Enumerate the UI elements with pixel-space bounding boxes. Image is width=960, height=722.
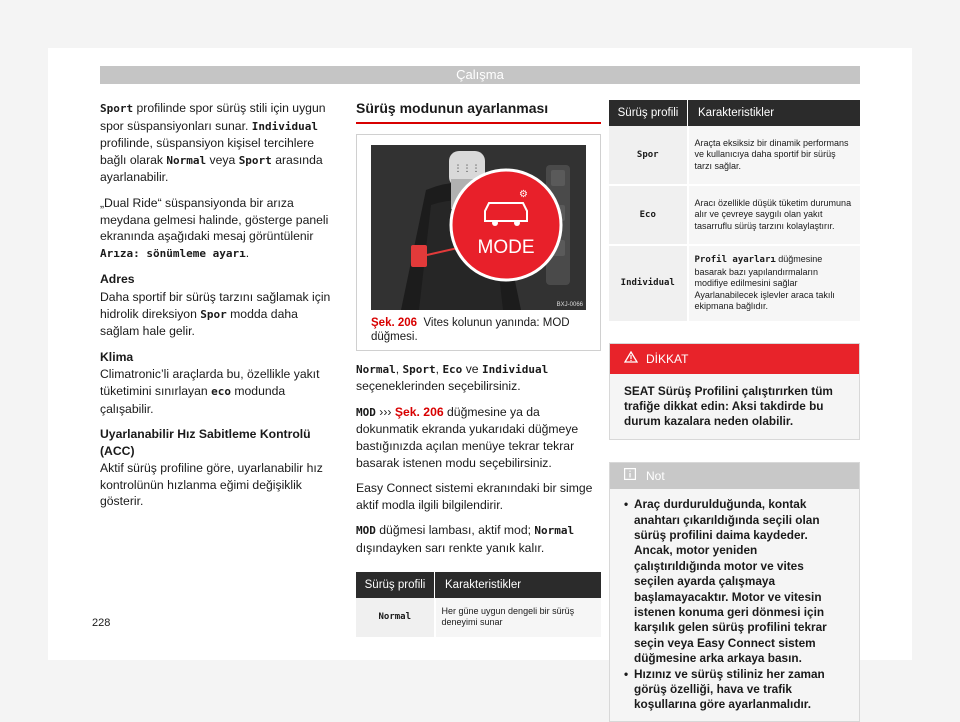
- klima-heading: Klima: [100, 349, 134, 364]
- profile-table-normal: [356, 572, 601, 637]
- page-number: 228: [92, 617, 111, 629]
- left-column: [100, 100, 340, 519]
- table-header-characteristics: Karakteristikler: [435, 572, 602, 598]
- acc-heading: Uyarlanabilir Hız Sabitleme Kontrolü (ACC): [100, 427, 311, 458]
- warning-text: SEAT Sürüş Profilini çalıştırırken tüm trafiğe dikkat edin: Aksi takdirde bu durum kazalara neden olabilir.: [610, 374, 859, 440]
- mod-button-paragraph: MOD ››› Şek. 206 düğmesine ya da dokunmatik ekranda yukarıdaki düğmeye bastığınızda açılan menüye tekrar tekrar basarak istenen modu seçebilirsiniz.: [356, 404, 579, 470]
- info-icon: [624, 463, 638, 489]
- gear-lever-image: [371, 145, 586, 310]
- right-column: [609, 100, 860, 722]
- mod-lamp-paragraph: MOD düğmesi lambası, aktif mod; Normal dışındayken sarı renkte yanık kalır.: [356, 523, 575, 555]
- table-row: Eco Aracı özellikle düşük tüketim durumuna alır ve çevreye saygılı olan yakıt tasarruflu sürüş tarzını kolaylaştırır.: [609, 185, 860, 245]
- table-header-profile: Sürüş profili: [356, 572, 435, 598]
- adres-heading: Adres: [100, 272, 135, 287]
- note-body: [610, 489, 859, 721]
- page-header: Çalışma: [100, 66, 860, 84]
- note-box: [609, 462, 860, 722]
- table-header-profile: Sürüş profili: [609, 100, 688, 126]
- profile-table-continued: [609, 100, 860, 321]
- figure-206-link[interactable]: Şek. 206: [394, 404, 444, 419]
- list-item: • Hızınız ve sürüş stiliniz her zaman görüş özelliği, hava ve trafik koşullarına göre ayarlanmalıdır.: [624, 666, 825, 712]
- easy-connect-paragraph: Easy Connect sistemi ekranındaki bir simge aktif modla ilgili bilgilendirir.: [356, 481, 593, 512]
- section-title: Sürüş modunun ayarlanması: [356, 100, 601, 124]
- middle-column: [356, 100, 601, 637]
- figure-caption: Şek. 206 Vites kolunun yanında: MOD düğmesi.: [371, 316, 570, 343]
- table-header-characteristics: Karakteristikler: [688, 100, 861, 126]
- list-item: • Araç durdurulduğunda, kontak anahtarı çıkarıldığında seçili olan sürüş profilini daima kaydeder. Ancak, motor yeniden çalıştırıldığında motor ve vites seçilen ayarda çalışmaya başlamayacaktır. Motor ve vitesin istenen konuma geri dönmesi için karşılık gelen sürüş profilini tekrar seçin veya Easy Connect sistem düğmesine arka arkaya basın.: [624, 497, 827, 666]
- warning-triangle-icon: [624, 344, 638, 374]
- acc-paragraph: Aktif sürüş profiline göre, uyarlanabilir hız kontrolünün hızlanma eğimi değişiklik gösterir.: [100, 461, 323, 509]
- adres-paragraph: Daha sportif bir sürüş tarzını sağlamak için hidrolik direksiyon Spor modda daha sağlam hale gelir.: [100, 289, 331, 339]
- table-row: Individual Profil ayarları düğmesine basarak bazı yapılandırmaların modifiye edilmesini sağlar Ayarlanabilecek işlevler araca takılı ekipmana bağlıdır.: [609, 245, 860, 321]
- table-row: Spor Araçta eksiksiz bir dinamik performans ve kullanıcıya daha sportif bir sürüş tarzı sağlar.: [609, 126, 860, 185]
- svg-text:BXJ-0066: BXJ-0066: [556, 301, 583, 308]
- dual-ride-paragraph: „Dual Ride“ süspansiyonda bir arıza meydana gelmesi halinde, gösterge paneli ekranında aşağıdaki mesaj görüntülenir Arıza: sönümleme ayarı.: [100, 195, 329, 260]
- sport-profile-paragraph: Sport profilinde spor sürüş stili için uygun spor süspansiyonları sunar. Individual profilinde, süspansiyon kişisel tercihlere bağlı olarak Normal veya Sport arasında ayarlanabilir.: [100, 101, 326, 185]
- note-header: Not: [610, 463, 859, 489]
- svg-text:⚙: ⚙: [519, 188, 528, 200]
- klima-paragraph: Climatronic’li araçlarda bu, özellikle yakıt tüketimini sınırlayan eco modunda çalışabilir.: [100, 367, 320, 416]
- mode-options-paragraph: Normal, Sport, Eco ve Individual seçeneklerinden seçebilirsiniz.: [356, 361, 549, 394]
- figure-206: [356, 134, 601, 351]
- warning-header: DİKKAT: [610, 344, 859, 374]
- svg-text:⋮⋮⋮: ⋮⋮⋮: [453, 163, 481, 174]
- warning-box: [609, 343, 860, 441]
- svg-text:MODE: MODE: [477, 236, 535, 258]
- gear-lever-illustration: [371, 145, 586, 310]
- table-row: Normal Her güne uygun dengeli bir sürüş deneyimi sunar: [356, 598, 601, 637]
